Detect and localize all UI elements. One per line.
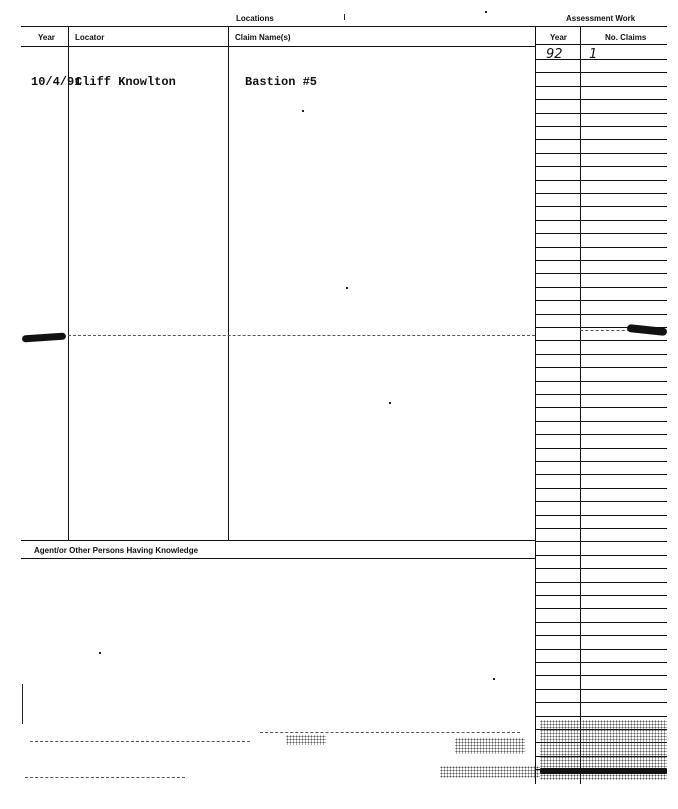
marker-stroke-right (627, 324, 668, 336)
assessment-row-line (535, 247, 667, 248)
assessment-row-line (535, 59, 667, 60)
assessment-row-line (535, 622, 667, 623)
speck (302, 110, 304, 112)
assessment-row-line (535, 220, 667, 221)
assessment-row-line (535, 488, 667, 489)
speck (344, 14, 345, 20)
marker-stroke-left (22, 332, 66, 342)
assessment-row-line (535, 448, 667, 449)
top-rule (21, 26, 667, 27)
assessment-row-line (535, 180, 667, 181)
scan-artifact (260, 732, 520, 733)
speck (346, 287, 348, 289)
assessment-work-header: Assessment Work (566, 14, 636, 23)
assessment-row-line (535, 72, 667, 73)
assessment-row-line (535, 528, 667, 529)
assessment-row-line (535, 314, 667, 315)
aw-no-claims-column-header: No. Claims (605, 33, 647, 42)
agent-header-rule (21, 558, 535, 559)
assessment-row-line (535, 461, 667, 462)
assessment-row-line (535, 595, 667, 596)
assessment-row-line (535, 649, 667, 650)
scan-artifact (30, 741, 250, 742)
scan-noise (455, 738, 525, 754)
scan-noise (440, 766, 540, 778)
locator-column-header: Locator (75, 33, 105, 42)
assessment-row-line (535, 153, 667, 154)
assessment-row-line (535, 716, 667, 717)
assessment-row-line (535, 394, 667, 395)
assessment-row-line (535, 99, 667, 100)
assessment-row-line (535, 662, 667, 663)
fold-line-right (580, 330, 630, 331)
assessment-row-line (535, 340, 667, 341)
speck (485, 11, 487, 13)
assessment-row-line (535, 381, 667, 382)
location-claim-name-cell: Bastion #5 (245, 75, 318, 89)
year-locator-divider (68, 26, 69, 540)
assessment-row-line (535, 126, 667, 127)
assessment-row-line (535, 568, 667, 569)
assessment-row-line (535, 273, 667, 274)
assessment-row-line (535, 689, 667, 690)
assessment-row-line (535, 702, 667, 703)
assessment-row-line (535, 501, 667, 502)
assessment-row-line (535, 515, 667, 516)
scan-band (540, 768, 667, 774)
location-year-cell: 10/4/91 (31, 75, 82, 89)
aw-year-column-header: Year (550, 33, 567, 42)
assessment-row-line (535, 287, 667, 288)
assessment-row-line (535, 675, 667, 676)
speck (99, 652, 101, 654)
scan-artifact (25, 777, 185, 778)
assessment-no-claims-cell: 1 (589, 47, 598, 62)
assessment-row-line (535, 300, 667, 301)
assessment-row-line (535, 86, 667, 87)
assessment-row-line (535, 354, 667, 355)
assessment-row-line (535, 434, 667, 435)
header-rule (21, 46, 535, 47)
assessment-row-line (535, 327, 667, 328)
assessment-row-line (535, 367, 667, 368)
assessment-row-line (535, 608, 667, 609)
speck (493, 678, 495, 680)
assessment-row-line (535, 260, 667, 261)
assessment-row-line (535, 166, 667, 167)
assessment-year-cell: 92 (546, 47, 563, 62)
assessment-header-rule (535, 44, 667, 45)
agent-section-header: Agent/or Other Persons Having Knowledge (34, 546, 199, 555)
locations-bottom-rule (21, 540, 535, 541)
assessment-row-line (535, 193, 667, 194)
assessment-row-line (535, 635, 667, 636)
speck (389, 402, 391, 404)
assessment-row-line (535, 206, 667, 207)
assessment-row-line (535, 421, 667, 422)
assessment-row-line (535, 113, 667, 114)
assessment-row-line (535, 555, 667, 556)
assessment-row-line (535, 233, 667, 234)
locations-header: Locations (236, 14, 274, 23)
locator-claim-divider (228, 26, 229, 540)
scan-noise (286, 735, 326, 745)
assessment-row-line (535, 474, 667, 475)
location-locator-cell: Cliff Knowlton (75, 75, 176, 89)
assessment-row-line (535, 582, 667, 583)
scan-artifact (22, 684, 23, 724)
claim-names-column-header: Claim Name(s) (235, 33, 291, 42)
year-column-header: Year (38, 33, 55, 42)
assessment-row-line (535, 541, 667, 542)
fold-line (68, 335, 535, 336)
assessment-row-line (535, 407, 667, 408)
assessment-row-line (535, 139, 667, 140)
